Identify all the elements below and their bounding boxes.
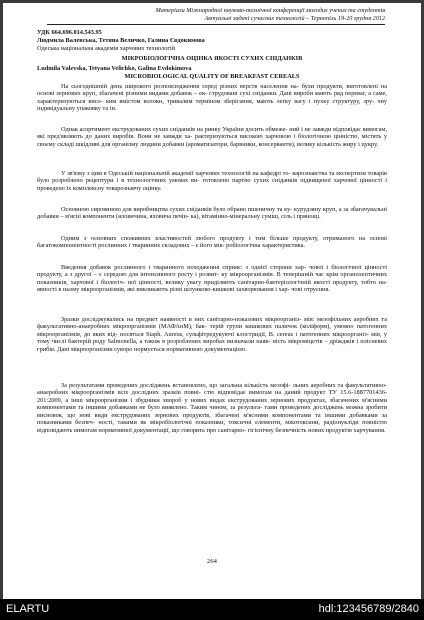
paragraph-5: Одним з основних споживних властивостей любого продукту і тим більше продукту, отриманого на основі багатокомпонентності рослинних і тваринних складових – є його мік- робіологічна характеристика. bbox=[37, 235, 387, 250]
header-line-1: Матеріали Міжнародної науково-технічної конференції молодих учених та студентів bbox=[155, 7, 385, 14]
viewer-footer-bar bbox=[0, 599, 424, 620]
authors-ukrainian: Людмила Валевська, Тетяна Величко, Галина Євдокимова bbox=[37, 37, 205, 44]
header-rule bbox=[47, 24, 385, 25]
repository-name: ELARTU bbox=[6, 603, 50, 615]
paragraph-6: Введення добавок рослинного і тваринного походження сприяє: з однієї сторони хар- чової і біологічної цінності продукту, а з другої – є середою для інтенсивного росту і розвит- ку мікроорганізмів. В теперішній час крім органолептичних показників, харчової і біологіч- ної цінності, велику увагу приділяють санітарно-бактеріологічній якості продукту, тобто на- явності в ньому мікроорганізмів, які викликають різні шлунково-кишкові захворювання і хар- чові отруєння. bbox=[37, 264, 387, 294]
paragraph-7: Зразки досліджувались на предмет наявності в них санітарно-показових мікроорганіз- мів: мезофільних аеробних та факультативно-анаеробних мікроорганізмів (МАФАнМ), бак- терій групи кишкових паличок (коліформ), умовно патогенних мікроорганізмів, до яких від- носяться Staph. Aureus, сульфітредукуючі клостридії, B. cereus і патогенних мікроорганіз- мів, у тому числі бактерій роду Salmonella, а також в розроблених виробах визначали наяв- ність мікроміцетів – дріжджів і плісневих грибів. Дані мікроорганізми суворо нормується нормативною документацією. bbox=[37, 316, 387, 353]
title-ukrainian: МІКРОБІОЛОГІЧНА ОЦІНКА ЯКОСТІ СУХИХ СНІДАНКІВ bbox=[121, 55, 303, 62]
document-page bbox=[3, 3, 421, 599]
title-english: MICROBIOLOGICAL QUALITY OF BREAKFAST CEREALS bbox=[124, 73, 300, 80]
udk-code: УДК 664.696.014.543.95 bbox=[37, 29, 102, 36]
handle-identifier: hdl:123456789/2840 bbox=[318, 603, 419, 615]
paragraph-8: За результатами проведених досліджень встановлено, що загальна кількість мезофі- льних аеробних та факультативно-анаеробних мікроорганізмів всіх дослідних зразків повні- стю відповідає вимогам на даний продукт ТУ 15.6-1887701436-201:2009, а інші мікроорганізми і збудники хвороб у нових видах екструдованих зернових продуктах, збагачених м'ясними компонентами та іншими добавками не було виявлено. Таким чином, за результа- тами проведених досліджень можна зробити висновок, що нові види екструдованих зернових продуктів, збагачені м'ясними компонентами та іншими добавками за показниками безпеч- ності, такими як мікробіологічні показники, токсичні елементи, мікотоксини, радіонукліди повністю відповідають вимогам нормативної документації, що говорить про санітарно- гігієнічну безпечність нових продуктів харчування. bbox=[37, 382, 387, 434]
page-number: 264 bbox=[207, 558, 217, 565]
authors-english: Ludmila Valevska, Tetyana Velichko, Galina Evdokimova bbox=[37, 65, 192, 72]
header-line-2: Актуальні задачі сучасних технологій – Тернопіль 19-20 грудня 2012 bbox=[204, 15, 385, 22]
running-header bbox=[85, 7, 385, 23]
paragraph-3: У зв'язку з цим в Одеській національній академії харчових технологій на кафедрі то- варознавства та експертизи товарів було розроблено рецептури і в технологічних умовах ви- готовлено партію сухих сніданків підвищеної харчової цінності і проведено їх комплексну товарознавчу оцінку. bbox=[37, 170, 387, 192]
affiliation: Одеська національна академія харчових технологій bbox=[37, 45, 176, 52]
paragraph-4: Основною сировиною для виробництва сухих сніданків було обрано пшеничну та ку- курудзяну круп, а за збагачувальні добавки – м'ясні компоненти (яловичина, яловича печін- ка), вітамінно-мінеральну суміш, сіль і прянощі. bbox=[37, 206, 387, 221]
paragraph-1: На сьогоднішній день широкого розповсюдження серед різних верств населення на- були продукти, виготовлені на основі зернових круп, збагачені різними видами добавок – ек- струдовані сухі сніданки. Дані вироби мають ряд переваг, а саме, характеризуються висо- ким вмістом волокн, тривалим терміном зберігання, мають легку вагу і пухку структуру, зру- чну індивідуальну упаковку та ін. bbox=[37, 83, 387, 113]
paragraph-2: Однак асортимент екструдованих сухих сніданків на ринку України досить обмеже- ний і не завжди відповідає вимогам, які пред'являють до даних виробів. Вони не завжди ха- рактеризуються високою харчовою і біологічною цінністю, містять у своєму складі шкідливі для організму людини добавки (ароматизатори, барвники, консерванти), велику кількість жиру і цукру. bbox=[37, 126, 387, 148]
